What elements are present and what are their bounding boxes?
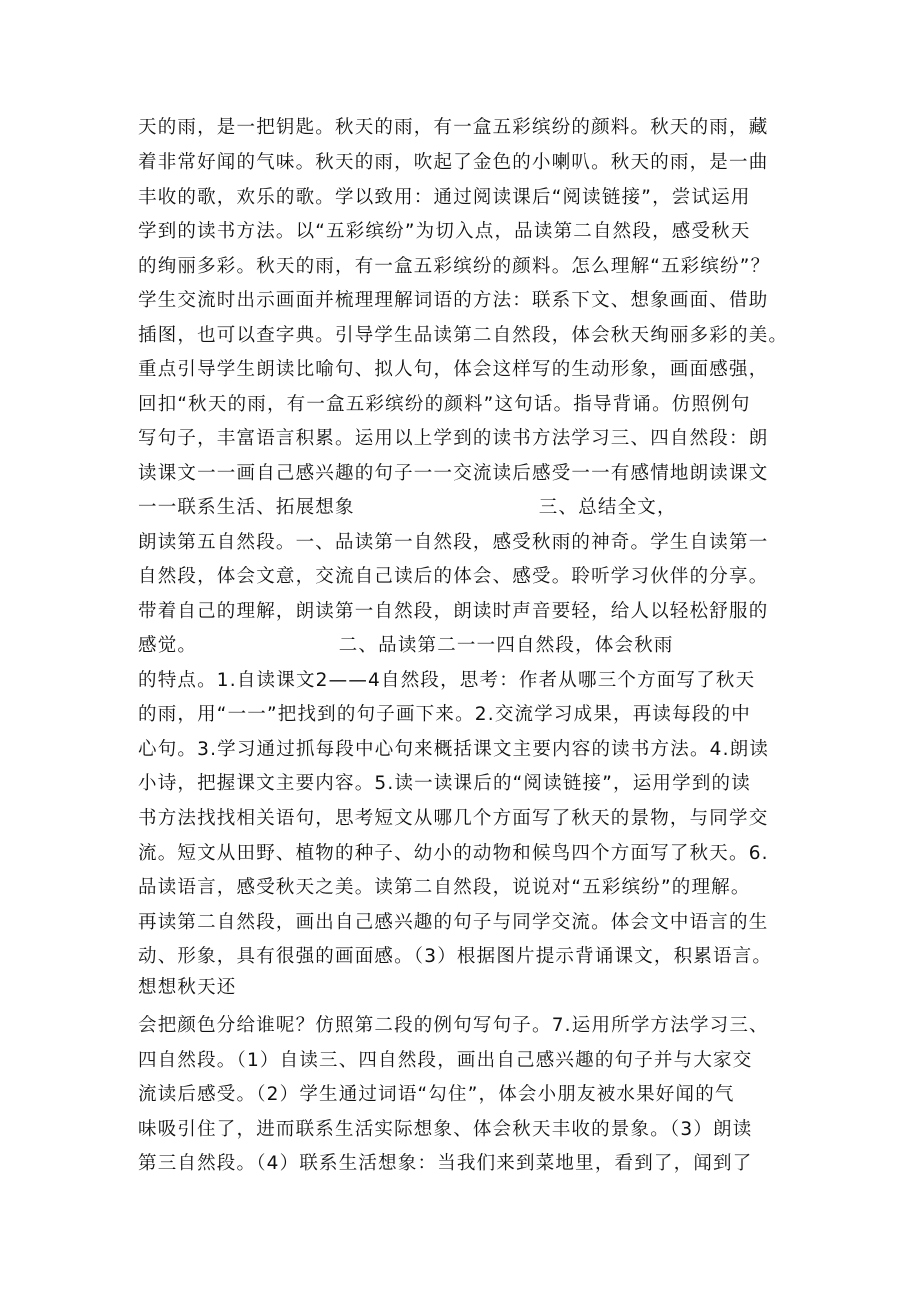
text-line-4: 学到的读书方法。以“五彩缤纷”为切入点，品读第二自然段，感受秋天 [138,221,751,242]
text-line-7: 插图，也可以查字典。引导学生品读第二自然段，体会秋天绚丽多彩的美。 [138,325,789,346]
text-line-12: 一一联系生活、拓展想象 三、总结全文， [138,497,677,518]
text-line-30: 味吸引住了，进而联系生活实际想象、体会秋天丰收的景象。（3）朗读 [138,1119,753,1140]
text-line-31: 第三自然段。（4）联系生活想象：当我们来到菜地里，看到了，闻到了 [138,1153,753,1174]
text-line-22: 流。短文从田野、植物的种子、幼小的动物和候鸟四个方面写了秋天。6. [138,843,769,864]
text-line-3: 丰收的歌，欢乐的歌。学以致用：通过阅读课后“阅读链接”，尝试运用 [138,187,751,208]
text-line-20: 小诗，把握课文主要内容。5.读一读课后的“阅读链接”，运用学到的读 [138,773,751,794]
text-line-8: 重点引导学生朗读比喻句、拟人句，体会这样写的生动形象，画面感强， [138,359,769,380]
text-line-1: 天的雨，是一把钥匙。秋天的雨，有一盒五彩缤纷的颜料。秋天的雨，藏 [138,117,769,138]
text-line-18: 的雨，用“一一”把找到的句子画下来。2.交流学习成果，再读每段的中 [138,704,751,725]
text-line-13: 朗读第五自然段。一、品读第一自然段，感受秋雨的神奇。学生自读第一 [138,532,769,553]
text-line-24: 再读第二自然段，画出自己感兴趣的句子与同学交流。体会文中语言的生 [138,912,769,933]
text-line-21: 书方法找找相关语句，思考短文从哪几个方面写了秋天的景物，与同学交 [138,808,769,829]
text-line-11: 读课文一一画自己感兴趣的句子一一交流读后感受一一有感情地朗读课文 [138,463,769,484]
text-line-9: 回扣“秋天的雨，有一盒五彩缤纷的颜料”这句话。指导背诵。仿照例句 [138,394,751,415]
text-line-6: 学生交流时出示画面并梳理理解词语的方法：联系下文、想象画面、借助 [138,290,769,311]
text-line-16: 感觉。 二、品读第二一一四自然段，体会秋雨 [138,635,674,656]
text-line-23: 品读语言，感受秋天之美。读第二自然段，说说对“五彩缤纷”的理解。 [138,877,751,898]
text-line-15: 带着自己的理解，朗读第一自然段，朗读时声音要轻，给人以轻松舒服的 [138,601,769,622]
text-line-10: 写句子，丰富语言积累。运用以上学到的读书方法学习三、四自然段：朗 [138,428,769,449]
text-line-14: 自然段，体会文意，交流自己读后的体会、感受。聆听学习伙伴的分享。 [138,566,769,587]
text-line-2: 着非常好闻的气味。秋天的雨，吹起了金色的小喇叭。秋天的雨，是一曲 [138,152,769,173]
text-line-19: 心句。3.学习通过抓每段中心句来概括课文主要内容的读书方法。4.朗读 [138,739,770,760]
text-line-26: 想想秋天还 [138,977,237,998]
text-line-17: 的特点。1.自读课文2——4自然段，思考：作者从哪三个方面写了秋天 [138,670,756,691]
text-line-25: 动、形象，具有很强的画面感。（3）根据图片提示背诵课文，积累语言。 [138,946,773,967]
text-line-29: 流读后感受。（2）学生通过词语“勾住”，体会小朋友被水果好闻的气 [138,1084,735,1105]
text-line-27: 会把颜色分给谁呢？仿照第二段的例句写句子。7.运用所学方法学习三、 [138,1015,769,1036]
text-line-5: 的绚丽多彩。秋天的雨，有一盒五彩缤纷的颜料。怎么理解“五彩缤纷”？ [138,256,771,277]
text-line-28: 四自然段。（1）自读三、四自然段，画出自己感兴趣的句子并与大家交 [138,1050,753,1071]
